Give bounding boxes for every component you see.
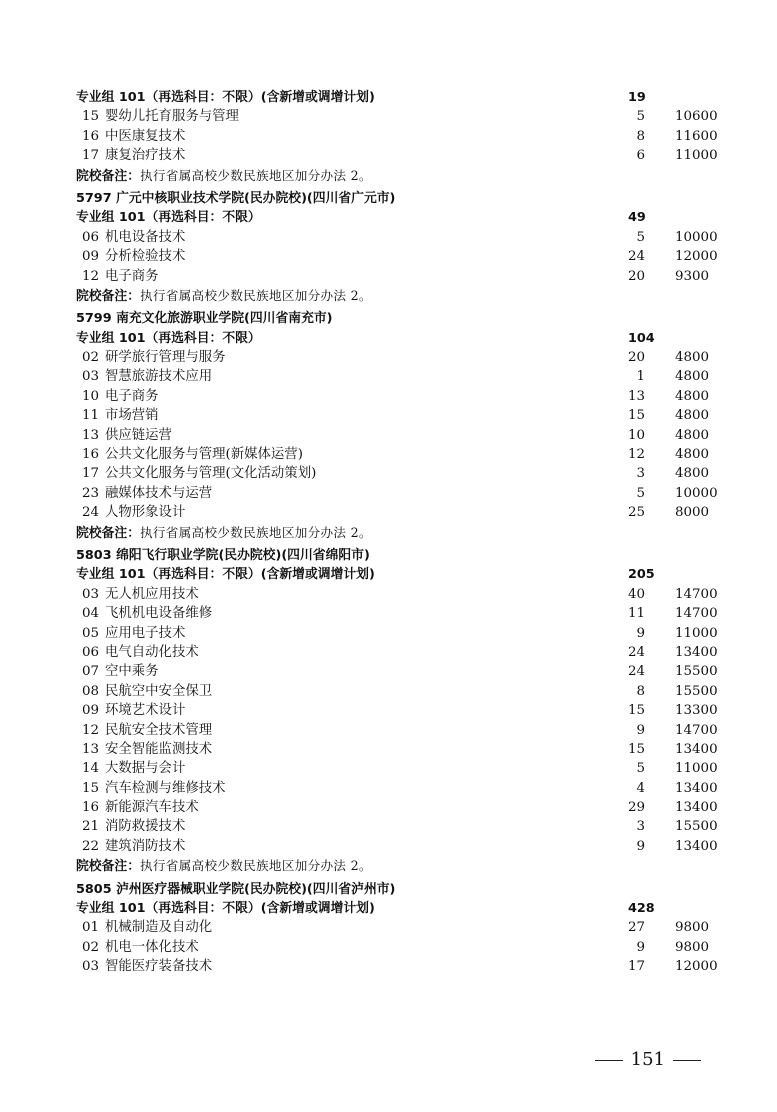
major-code: 08 [82,683,100,699]
major-code: 07 [82,664,100,680]
major-name: 空中乘务 [105,664,159,680]
major-count: 10 [627,427,645,443]
major-fee: 11000 [675,761,718,777]
major-code: 15 [82,109,100,125]
group-label: 专业组 101（再选科目：不限） [76,330,261,346]
major-code: 23 [82,485,100,501]
major-fee: 14700 [675,606,718,622]
major-row [0,387,777,406]
school-block [0,876,777,977]
major-name: 机电设备技术 [105,229,186,245]
school-note-text: 执行省属高校少数民族地区加分办法 2。 [139,287,372,303]
major-fee: 4800 [675,447,710,463]
major-name: 人物形象设计 [105,505,186,521]
major-row [0,348,777,367]
school-note-label: 院校备注： [76,168,140,184]
major-count: 17 [627,959,645,975]
major-fee: 13400 [675,644,718,660]
group-label: 专业组 101（再选科目：不限）(含新增或调增计划) [76,567,375,583]
major-name: 智慧旅游技术应用 [105,369,213,385]
major-fee: 10000 [675,229,718,245]
major-name: 电子商务 [105,388,159,404]
school-heading-row [0,309,777,328]
major-count: 9 [636,625,645,641]
major-name: 公共文化服务与管理(文化活动策划) [105,466,317,482]
major-row [0,445,777,464]
major-count: 5 [636,761,645,777]
school-note-text: 执行省属高校少数民族地区加分办法 2。 [139,524,372,540]
major-code: 10 [82,388,100,404]
school-note-row [0,856,777,875]
major-name: 中医康复技术 [105,128,186,144]
major-name: 消防救援技术 [105,819,186,835]
major-fee: 11600 [675,128,718,144]
major-row [0,267,777,286]
school-heading: 5803 绵阳飞行职业学院(民办院校)(四川省绵阳市) [76,547,370,563]
school-block [0,185,777,305]
major-row [0,406,777,425]
major-fee: 13400 [675,780,718,796]
major-code: 16 [82,128,100,144]
major-count: 25 [627,505,645,521]
major-count: 3 [636,466,645,482]
major-count: 11 [627,606,645,622]
major-code: 12 [82,268,100,284]
page-number-dash-right [673,1060,701,1061]
major-code: 11 [82,408,100,424]
major-name: 新能源汽车技术 [105,800,199,816]
major-code: 15 [82,780,100,796]
major-row [0,918,777,937]
major-count: 20 [627,350,645,366]
major-code: 02 [82,939,100,955]
major-row [0,127,777,146]
major-count: 5 [636,229,645,245]
major-code: 13 [82,427,100,443]
school-heading-row [0,880,777,899]
school-note-row [0,523,777,542]
major-row [0,798,777,817]
group-total: 104 [628,330,655,346]
major-row [0,662,777,681]
major-fee: 4800 [675,369,710,385]
group-label: 专业组 101（再选科目：不限）(含新增或调增计划) [76,901,375,917]
school-note-label: 院校备注： [76,288,140,304]
school-note-row [0,286,777,305]
document-page [0,88,777,977]
major-fee: 8000 [675,505,710,521]
major-name: 大数据与会计 [105,761,186,777]
major-fee: 10600 [675,109,718,125]
group-label: 专业组 101（再选科目：不限）(含新增或调增计划) [76,90,375,105]
major-name: 电气自动化技术 [105,644,199,660]
major-fee: 9800 [675,920,710,936]
school-heading-row [0,189,777,208]
major-count: 27 [627,920,645,936]
group-total: 49 [628,210,646,226]
major-count: 24 [627,664,645,680]
major-count: 9 [636,939,645,955]
major-count: 29 [627,800,645,816]
major-fee: 13400 [675,838,718,854]
group-total: 428 [628,901,655,917]
major-code: 21 [82,819,100,835]
major-code: 17 [82,148,100,164]
group-total: 205 [628,567,655,583]
school-heading-row [0,546,777,565]
major-code: 09 [82,249,100,265]
major-row [0,759,777,778]
major-name: 智能医疗装备技术 [105,959,213,975]
page-number-dash-left [595,1060,623,1061]
major-count: 5 [636,485,645,501]
major-count: 6 [636,148,645,164]
major-fee: 14700 [675,586,718,602]
major-count: 8 [636,128,645,144]
group-row [0,329,777,348]
major-fee: 9300 [675,268,710,284]
major-row [0,484,777,503]
major-name: 汽车检测与维修技术 [105,780,226,796]
school-heading: 5805 泸州医疗器械职业学院(民办院校)(四川省泸州市) [76,881,396,897]
major-name: 飞机机电设备维修 [105,606,213,622]
school-block [0,542,777,876]
major-name: 康复治疗技术 [105,148,186,164]
major-name: 婴幼儿托育服务与管理 [105,109,239,125]
major-code: 16 [82,447,100,463]
major-row [0,938,777,957]
school-block [0,88,777,185]
group-row [0,899,777,918]
major-count: 15 [627,408,645,424]
group-label: 专业组 101（再选科目：不限） [76,210,261,226]
major-code: 04 [82,606,100,622]
major-count: 5 [636,109,645,125]
school-note [76,166,372,186]
major-code: 06 [82,229,100,245]
major-count: 15 [627,741,645,757]
major-code: 14 [82,761,100,777]
major-count: 4 [636,780,645,796]
major-fee: 4800 [675,408,710,424]
school-note [76,523,372,543]
major-code: 09 [82,703,100,719]
major-count: 24 [627,644,645,660]
major-fee: 11000 [675,625,718,641]
group-row [0,208,777,227]
school-block [0,305,777,542]
major-count: 20 [627,268,645,284]
major-fee: 13400 [675,800,718,816]
major-name: 民航安全技术管理 [105,722,213,738]
major-name: 分析检验技术 [105,249,186,265]
school-note-row [0,166,777,185]
major-code: 03 [82,369,100,385]
major-row [0,426,777,445]
school-note-text: 执行省属高校少数民族地区加分办法 2。 [139,858,372,874]
major-name: 民航空中安全保卫 [105,683,213,699]
major-code: 02 [82,350,100,366]
major-count: 1 [636,369,645,385]
major-name: 融媒体技术与运营 [105,485,213,501]
major-fee: 4800 [675,427,710,443]
major-row [0,740,777,759]
major-count: 13 [627,388,645,404]
major-name: 应用电子技术 [105,625,186,641]
major-name: 环境艺术设计 [105,703,186,719]
major-fee: 15500 [675,683,718,699]
major-fee: 12000 [675,249,718,265]
major-code: 17 [82,466,100,482]
major-name: 机电一体化技术 [105,939,199,955]
school-note-label: 院校备注： [76,859,140,875]
major-name: 建筑消防技术 [105,838,186,854]
school-note [76,286,372,306]
major-row [0,643,777,662]
major-fee: 12000 [675,959,718,975]
major-fee: 10000 [675,485,718,501]
major-code: 05 [82,625,100,641]
major-name: 无人机应用技术 [105,586,199,602]
major-code: 13 [82,741,100,757]
major-code: 22 [82,838,100,854]
major-code: 12 [82,722,100,738]
major-row [0,817,777,836]
school-note [76,856,372,876]
major-count: 3 [636,819,645,835]
major-row [0,107,777,126]
group-row [0,88,777,107]
group-row [0,565,777,584]
major-fee: 4800 [675,388,710,404]
major-code: 24 [82,505,100,521]
major-name: 供应链运营 [105,427,172,443]
major-fee: 11000 [675,148,718,164]
major-code: 01 [82,920,100,936]
major-row [0,146,777,165]
major-row [0,624,777,643]
major-code: 16 [82,800,100,816]
major-fee: 14700 [675,722,718,738]
major-code: 03 [82,586,100,602]
major-name: 市场营销 [105,408,159,424]
major-count: 12 [627,447,645,463]
major-count: 15 [627,703,645,719]
major-row [0,837,777,856]
major-fee: 13300 [675,703,718,719]
major-row [0,957,777,976]
major-count: 40 [627,586,645,602]
major-row [0,503,777,522]
major-fee: 15500 [675,664,718,680]
major-fee: 15500 [675,819,718,835]
school-note-label: 院校备注： [76,525,140,541]
major-row [0,682,777,701]
page-number-text: 151 [630,1049,665,1070]
major-name: 公共文化服务与管理(新媒体运营) [105,447,303,463]
page-number [0,1049,777,1070]
school-note-text: 执行省属高校少数民族地区加分办法 2。 [139,167,372,183]
major-row [0,367,777,386]
major-name: 电子商务 [105,268,159,284]
school-heading: 5797 广元中核职业技术学院(民办院校)(四川省广元市) [76,190,396,206]
major-row [0,701,777,720]
major-count: 9 [636,838,645,854]
major-row [0,721,777,740]
group-total: 19 [628,90,646,105]
major-code: 03 [82,959,100,975]
major-count: 8 [636,683,645,699]
major-name: 机械制造及自动化 [105,920,213,936]
major-row [0,604,777,623]
major-fee: 4800 [675,466,710,482]
major-row [0,228,777,247]
major-row [0,247,777,266]
school-heading: 5799 南充文化旅游职业学院(四川省南充市) [76,311,333,327]
major-row [0,585,777,604]
major-count: 24 [627,249,645,265]
major-row [0,464,777,483]
major-row [0,779,777,798]
major-fee: 9800 [675,939,710,955]
major-fee: 4800 [675,350,710,366]
major-name: 安全智能监测技术 [105,741,213,757]
major-code: 06 [82,644,100,660]
major-count: 9 [636,722,645,738]
major-fee: 13400 [675,741,718,757]
major-name: 研学旅行管理与服务 [105,350,226,366]
